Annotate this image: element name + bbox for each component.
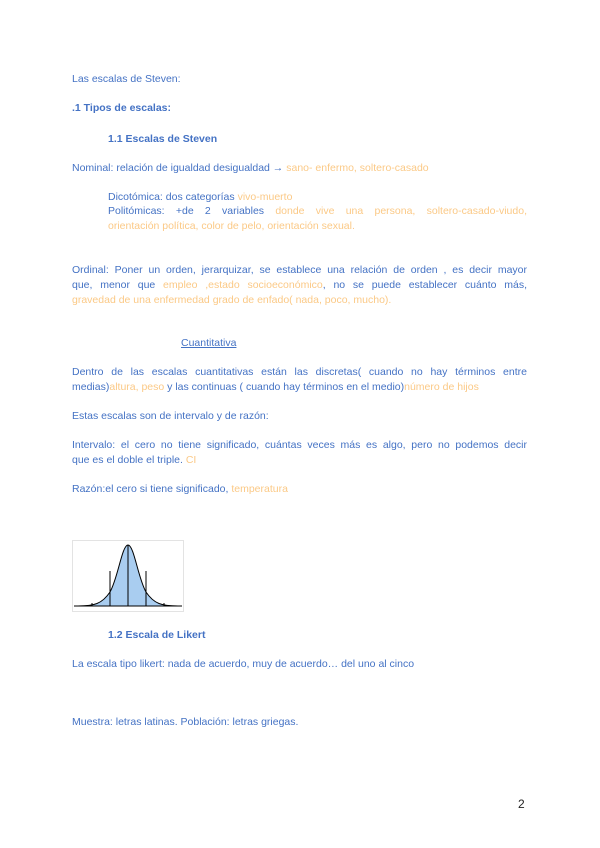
intro-text: Las escalas de Steven: xyxy=(72,73,181,85)
cuantitativa-line-1: Dentro de las escalas cuantitativas están las discretas( cuando no hay términos entre xyxy=(72,366,527,378)
nominal-example: sano- enfermo, soltero-casado xyxy=(283,162,429,174)
cuantitativa-heading: Cuantitativa xyxy=(181,337,237,349)
razon-line xyxy=(72,482,288,496)
dicotomica-line xyxy=(108,190,292,204)
ordinal-line-2-a: que, menor que xyxy=(72,279,156,291)
dicotomica-example: vivo-muerto xyxy=(234,191,293,203)
politomica-text: Politómicas: +de 2 variables xyxy=(108,205,265,217)
razon-text: Razón:el cero si tiene significado, xyxy=(72,483,229,495)
nominal-paragraph xyxy=(72,161,429,175)
ordinal-line-1: Ordinal: Poner un orden, jerarquizar, se establece una relación de orden , es decir mayor xyxy=(72,264,527,276)
cuantitativa-line-2-d: número de hijos xyxy=(404,381,479,393)
ordinal-line-3-a: gravedad de una enfermedad xyxy=(72,294,210,306)
ordinal-line-3-b: grado de enfado( nada, poco, mucho). xyxy=(209,294,392,306)
intervalo-line-2 xyxy=(72,453,196,467)
politomica-line xyxy=(108,204,527,218)
intervalo-line-1: Intervalo: el cero no tiene significado, cuántas veces más es algo, pero no podemos decir xyxy=(72,439,527,451)
page-number: 2 xyxy=(518,797,525,811)
normal-distribution-figure xyxy=(72,540,184,612)
section-title: .1 Tipos de escalas: xyxy=(72,102,172,114)
intervalo-razon-text: Estas escalas son de intervalo y de razón: xyxy=(72,410,269,422)
intervalo-line-2-b: CI xyxy=(182,454,197,466)
ordinal-line-3 xyxy=(72,293,391,307)
muestra-text: Muestra: letras latinas. Población: letras griegas. xyxy=(72,716,299,728)
intervalo-line-2-a: que es el doble el triple. xyxy=(72,454,183,466)
ordinal-line-2-c: , no se puede establecer cuánto más, xyxy=(322,279,527,291)
likert-text: La escala tipo likert: nada de acuerdo, muy de acuerdo… del uno al cinco xyxy=(72,658,415,670)
nominal-text: Nominal: relación de igualdad desigualdad → xyxy=(72,162,284,174)
subsection-likert-title: 1.2 Escala de Likert xyxy=(108,629,206,641)
subsection-steven-title: 1.1 Escalas de Steven xyxy=(108,133,218,145)
ordinal-line-2-b: empleo ,estado socioeconómico xyxy=(155,279,323,291)
politomica-example: donde vive una persona, soltero-casado-viudo, xyxy=(264,205,527,217)
razon-example: temperatura xyxy=(228,483,288,495)
cuantitativa-line-2-a: medias) xyxy=(72,381,110,393)
cuantitativa-line-2 xyxy=(72,380,479,394)
cuantitativa-line-2-b: altura, peso xyxy=(109,381,165,393)
cuantitativa-line-2-c: y las continuas ( cuando hay términos en el medio) xyxy=(164,381,405,393)
politomica-example-2: orientación política, color de pelo, orientación sexual. xyxy=(108,220,355,232)
dicotomica-text: Dicotómica: dos categorías xyxy=(108,191,235,203)
ordinal-line-2 xyxy=(72,278,527,292)
